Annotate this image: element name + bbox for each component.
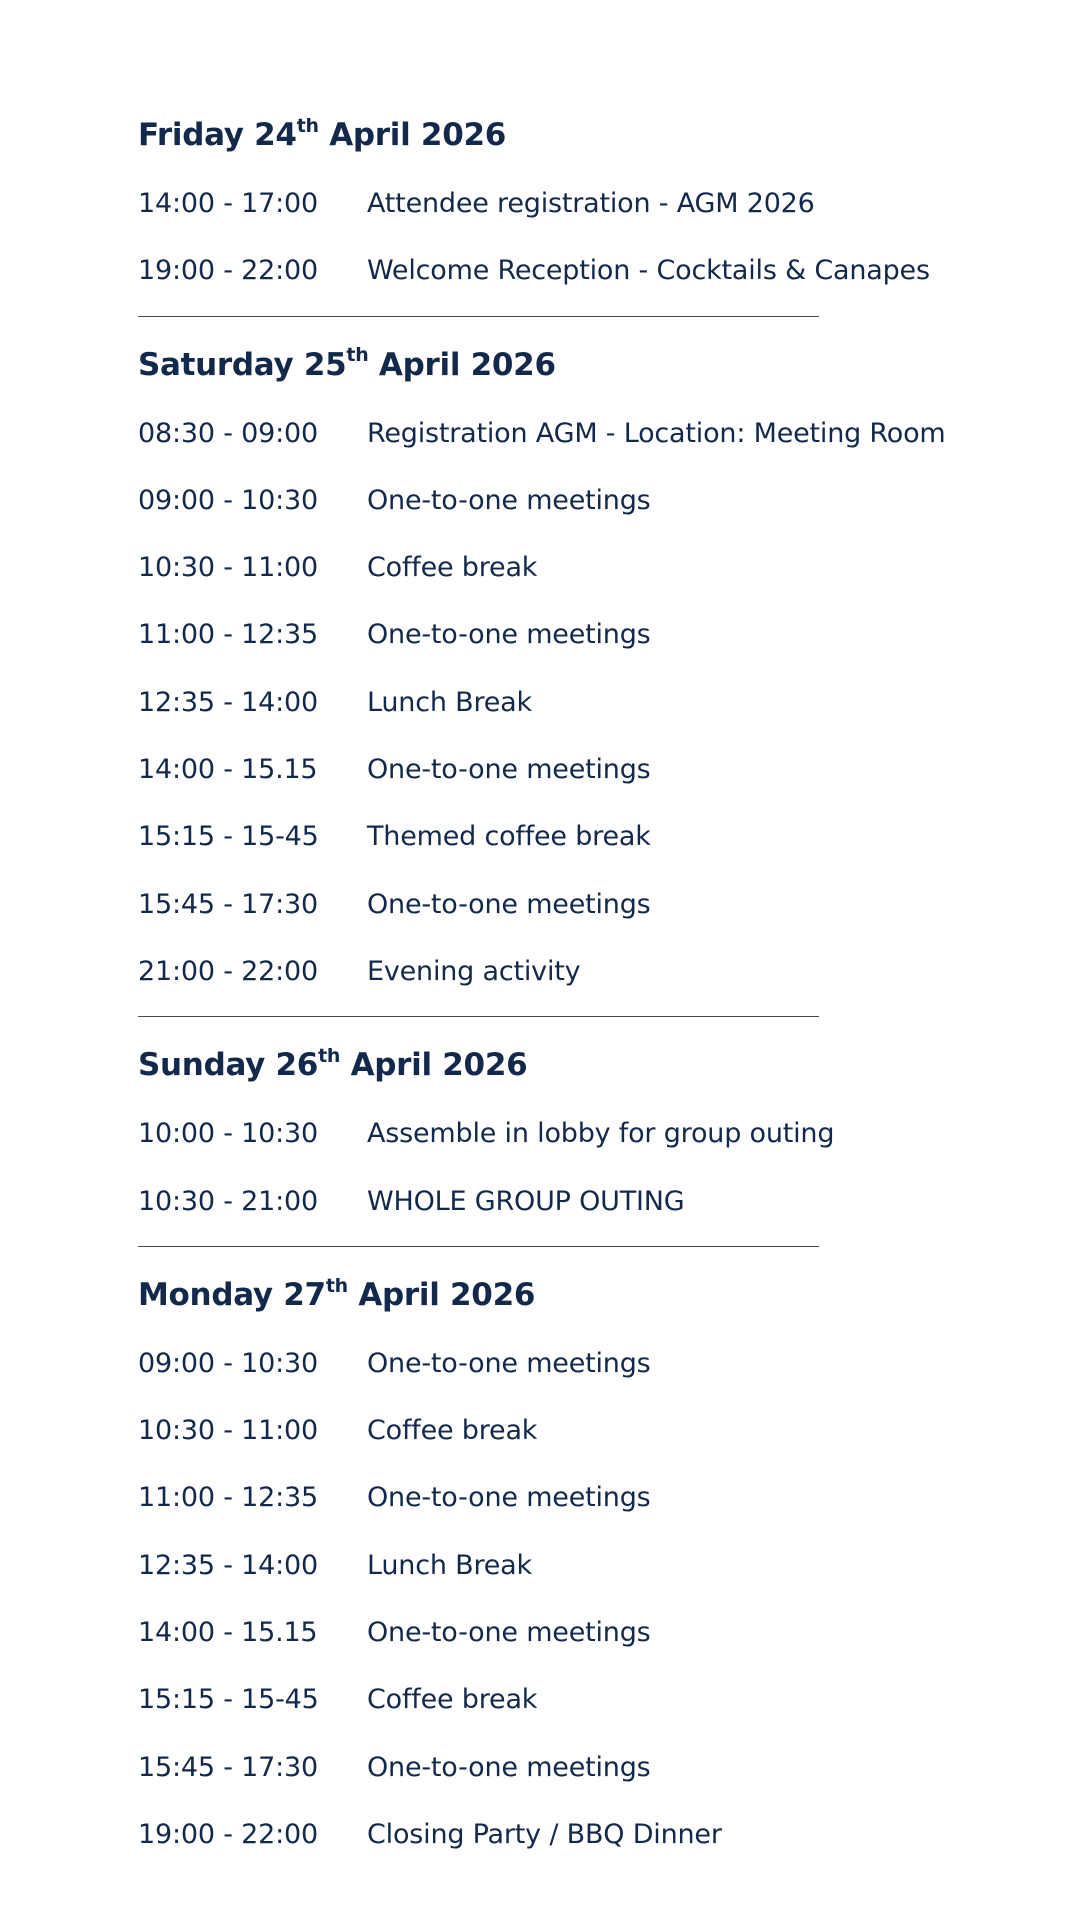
day-section-friday [138,100,1038,305]
activity-label: Lunch Break [367,1549,532,1581]
day-heading-text: Sunday 26 [138,1047,319,1084]
section-divider [138,316,819,317]
day-heading [138,1030,1038,1100]
agenda-row [138,1330,1038,1397]
day-section-monday [138,1260,1038,1868]
agenda-row [138,871,1038,938]
time-slot: 15:45 - 17:30 [138,888,318,920]
time-slot: 09:00 - 10:30 [138,1347,318,1379]
day-heading [138,1260,1038,1330]
activity-label: Evening activity [367,955,581,987]
activity-label: Themed coffee break [367,821,651,853]
agenda-row [138,1599,1038,1666]
agenda-row [138,1100,1038,1167]
agenda-row [138,736,1038,803]
activity-label: One-to-one meetings [367,1751,651,1783]
day-heading-text: Saturday 25 [138,346,347,383]
activity-label: Lunch Break [367,686,532,718]
day-heading-month-year: April 2026 [347,1276,536,1313]
agenda [138,100,1038,1868]
time-slot: 12:35 - 14:00 [138,1549,318,1581]
agenda-row [138,170,1038,237]
time-slot: 14:00 - 15.15 [138,1617,318,1649]
day-heading-text: Friday 24 [138,117,297,153]
agenda-row [138,1532,1038,1599]
time-slot: 19:00 - 22:00 [138,1818,318,1850]
agenda-row [138,669,1038,736]
time-slot: 21:00 - 22:00 [138,955,318,987]
day-heading-ordinal: th [296,114,319,137]
day-heading-month-year: April 2026 [340,1047,528,1084]
section-divider [138,1016,819,1017]
day-section-sunday [138,1030,1038,1235]
agenda-row [138,601,1038,668]
day-heading-ordinal: th [325,1274,348,1297]
time-slot: 15:45 - 17:30 [138,1751,318,1783]
activity-label: Coffee break [367,1415,538,1447]
activity-label: WHOLE GROUP OUTING [367,1185,685,1217]
day-heading-ordinal: th [346,344,369,367]
activity-label: One-to-one meetings [367,888,651,920]
time-slot: 15:15 - 15-45 [138,1684,319,1716]
activity-label: Assemble in lobby for group outing [367,1118,835,1150]
agenda-row [138,1801,1038,1868]
agenda-row [138,237,1038,304]
agenda-row [138,938,1038,1005]
day-heading-text: Monday 27 [138,1276,326,1313]
time-slot: 10:30 - 11:00 [138,1415,318,1447]
activity-label: One-to-one meetings [367,1482,651,1514]
activity-label: One-to-one meetings [367,1347,651,1379]
time-slot: 12:35 - 14:00 [138,686,318,718]
agenda-row [138,1464,1038,1531]
time-slot: 14:00 - 15.15 [138,754,318,786]
day-section-saturday [138,330,1038,1006]
activity-label: Attendee registration - AGM 2026 [367,188,815,219]
day-heading-month-year: April 2026 [368,346,556,383]
day-heading-ordinal: th [318,1044,341,1067]
agenda-row [138,1397,1038,1464]
section-divider [138,1246,819,1247]
activity-label: Closing Party / BBQ Dinner [367,1818,722,1850]
activity-label: One-to-one meetings [367,1617,651,1649]
agenda-row [138,534,1038,601]
time-slot: 11:00 - 12:35 [138,619,318,651]
time-slot: 10:00 - 10:30 [138,1118,318,1150]
activity-label: One-to-one meetings [367,484,651,516]
activity-label: Welcome Reception - Cocktails & Canapes [367,255,930,287]
agenda-row [138,400,1038,467]
time-slot: 15:15 - 15-45 [138,821,319,853]
time-slot: 10:30 - 21:00 [138,1185,318,1217]
time-slot: 19:00 - 22:00 [138,255,318,287]
day-heading-month-year: April 2026 [318,117,507,153]
time-slot: 14:00 - 17:00 [138,188,318,219]
activity-label: One-to-one meetings [367,619,651,651]
activity-label: Registration AGM - Location: Meeting Room [367,417,946,449]
time-slot: 09:00 - 10:30 [138,484,318,516]
time-slot: 10:30 - 11:00 [138,552,318,584]
day-heading [138,100,1038,170]
agenda-row [138,467,1038,534]
agenda-row [138,803,1038,870]
activity-label: Coffee break [367,552,538,584]
activity-label: Coffee break [367,1684,538,1716]
time-slot: 11:00 - 12:35 [138,1482,318,1514]
agenda-row [138,1666,1038,1733]
agenda-row [138,1168,1038,1235]
activity-label: One-to-one meetings [367,754,651,786]
time-slot: 08:30 - 09:00 [138,417,318,449]
agenda-row [138,1734,1038,1801]
day-heading [138,330,1038,400]
